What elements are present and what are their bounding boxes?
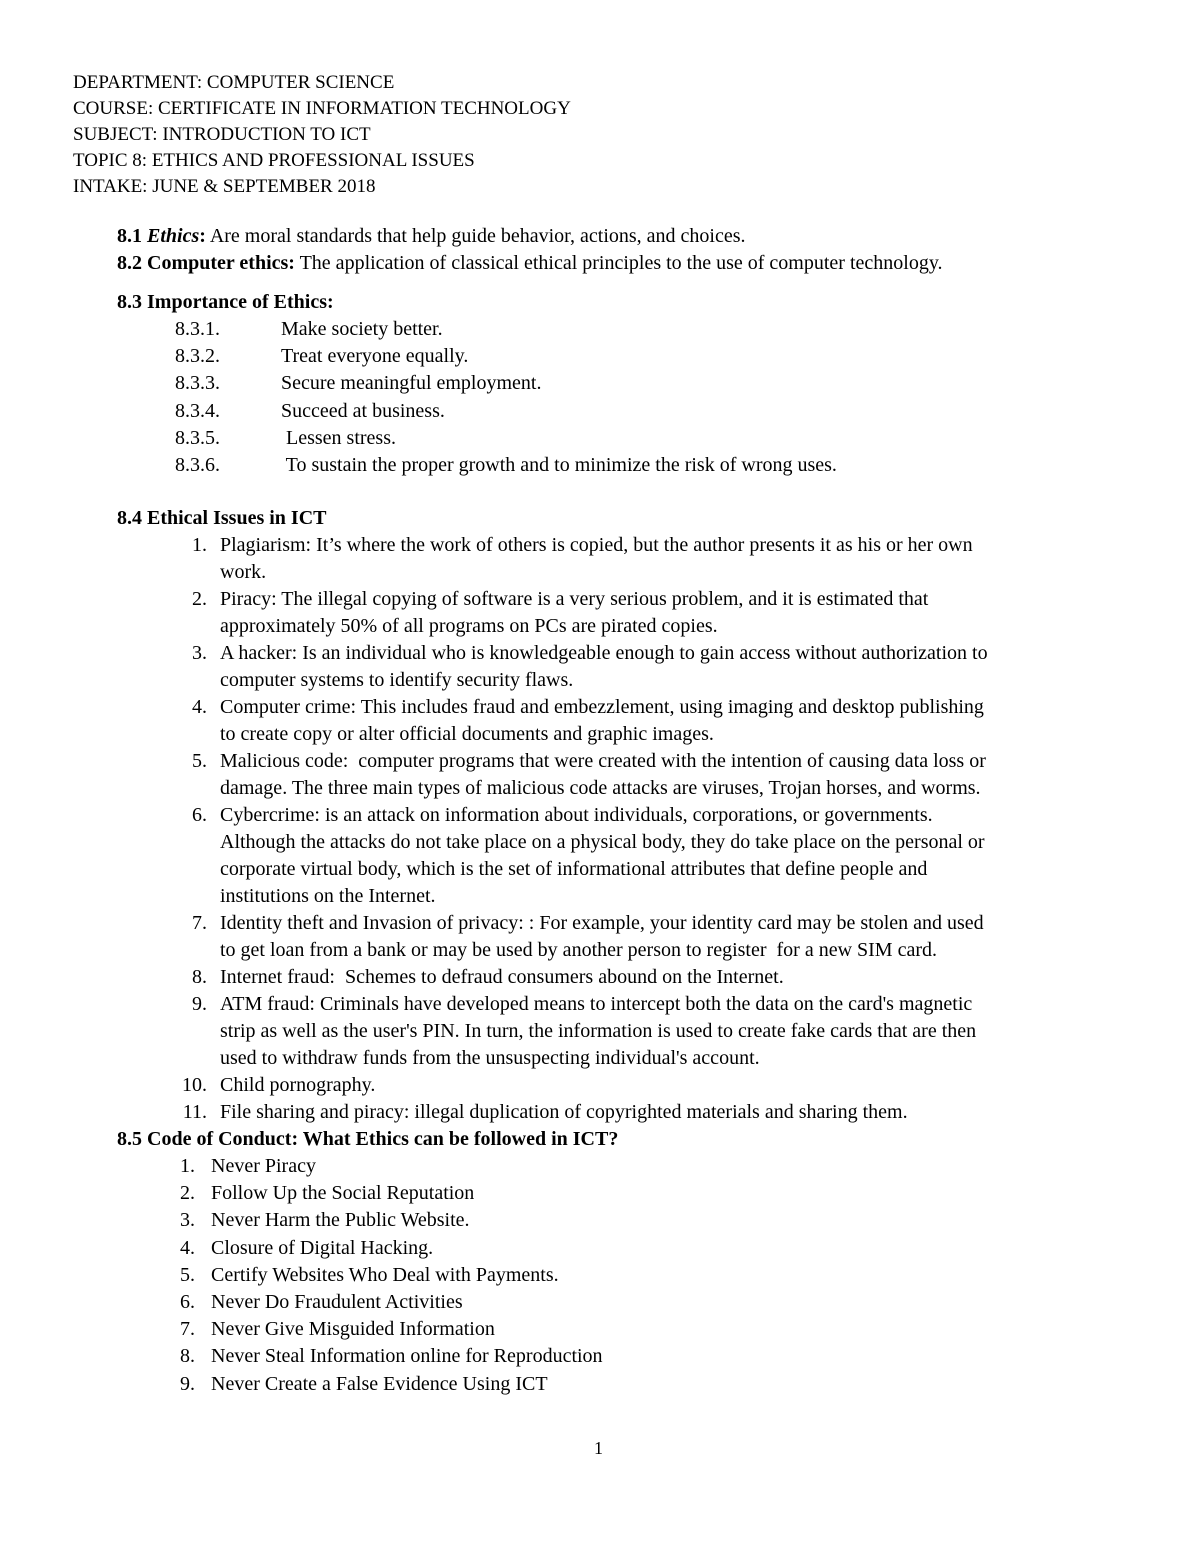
- conduct-item-text: Never Piracy: [211, 1155, 316, 1177]
- issue-item-number: 11.: [182, 1101, 207, 1123]
- conduct-item-number: 8.: [180, 1345, 195, 1367]
- header-course: COURSE: CERTIFICATE IN INFORMATION TECHNOLOGY: [73, 98, 571, 119]
- conduct-item-number: 9.: [180, 1373, 195, 1395]
- importance-item-text: Make society better.: [281, 318, 443, 340]
- issue-item-line: ATM fraud: Criminals have developed means to intercept both the data on the card's magnetic: [220, 993, 973, 1015]
- definition-computer-ethics-text: The application of classical ethical principles to the use of computer technology.: [294, 252, 943, 274]
- definition-ethics-term: Ethics: [147, 225, 200, 247]
- importance-item-number: 8.3.1.: [175, 318, 220, 340]
- issue-item-number: 1.: [192, 534, 207, 556]
- issue-item-line: Plagiarism: It’s where the work of others is copied, but the author presents it as his or her own: [220, 534, 973, 556]
- issue-item-line: A hacker: Is an individual who is knowledgeable enough to gain access without authorization to: [220, 642, 988, 664]
- conduct-item-number: 6.: [180, 1291, 195, 1313]
- header-intake: INTAKE: JUNE & SEPTEMBER 2018: [73, 176, 376, 197]
- issue-item-line: File sharing and piracy: illegal duplication of copyrighted materials and sharing them.: [220, 1101, 908, 1123]
- conduct-item-text: Never Give Misguided Information: [211, 1318, 495, 1340]
- issues-heading: 8.4 Ethical Issues in ICT: [117, 507, 327, 529]
- issue-item-line: institutions on the Internet.: [220, 885, 436, 907]
- issue-item-line: work.: [220, 561, 267, 583]
- conduct-heading: 8.5 Code of Conduct: What Ethics can be followed in ICT?: [117, 1128, 619, 1150]
- importance-item-number: 8.3.2.: [175, 345, 220, 367]
- issue-item-number: 7.: [192, 912, 207, 934]
- issue-item-line: used to withdraw funds from the unsuspecting individual's account.: [220, 1047, 760, 1069]
- importance-item-text: Treat everyone equally.: [281, 345, 469, 367]
- issue-item-number: 3.: [192, 642, 207, 664]
- importance-item-number: 8.3.4.: [175, 400, 220, 422]
- issue-item-line: approximately 50% of all programs on PCs are pirated copies.: [220, 615, 718, 637]
- definition-ethics-colon: :: [199, 225, 206, 247]
- importance-item-text: Secure meaningful employment.: [281, 372, 542, 394]
- issue-item-line: damage. The three main types of malicious code attacks are viruses, Trojan horses, and worms.: [220, 777, 981, 799]
- conduct-item-text: Never Harm the Public Website.: [211, 1209, 470, 1231]
- issue-item-line: corporate virtual body, which is the set of informational attributes that define people and: [220, 858, 928, 880]
- issue-item-line: strip as well as the user's PIN. In turn, the information is used to create fake cards that are then: [220, 1020, 977, 1042]
- issue-item-line: Cybercrime: is an attack on information about individuals, corporations, or governments.: [220, 804, 933, 826]
- importance-heading: 8.3 Importance of Ethics:: [117, 291, 334, 313]
- importance-item-number: 8.3.5.: [175, 427, 220, 449]
- conduct-item-text: Never Steal Information online for Reproduction: [211, 1345, 603, 1367]
- issue-item-line: Malicious code: computer programs that were created with the intention of causing data loss or: [220, 750, 986, 772]
- definition-computer-ethics-term: 8.2 Computer ethics:: [117, 252, 295, 274]
- issue-item-line: to get loan from a bank or may be used by another person to register for a new SIM card.: [220, 939, 938, 961]
- issue-item-line: Although the attacks do not take place on a physical body, they do take place on the personal or: [220, 831, 985, 853]
- header-department: DEPARTMENT: COMPUTER SCIENCE: [73, 72, 395, 93]
- conduct-item-number: 7.: [180, 1318, 195, 1340]
- importance-item-text: To sustain the proper growth and to minimize the risk of wrong uses.: [281, 454, 837, 476]
- issue-item-line: Piracy: The illegal copying of software is a very serious problem, and it is estimated that: [220, 588, 929, 610]
- header-subject: SUBJECT: INTRODUCTION TO ICT: [73, 124, 371, 145]
- issue-item-number: 6.: [192, 804, 207, 826]
- issue-item-line: Child pornography.: [220, 1074, 376, 1096]
- issue-item-line: Computer crime: This includes fraud and embezzlement, using imaging and desktop publishing: [220, 696, 984, 718]
- conduct-item-text: Never Do Fraudulent Activities: [211, 1291, 463, 1313]
- issue-item-number: 5.: [192, 750, 207, 772]
- definition-ethics-text: Are moral standards that help guide behavior, actions, and choices.: [205, 225, 746, 247]
- issue-item-number: 2.: [192, 588, 207, 610]
- issue-item-number: 10.: [182, 1074, 207, 1096]
- conduct-item-number: 5.: [180, 1264, 195, 1286]
- conduct-item-text: Certify Websites Who Deal with Payments.: [211, 1264, 559, 1286]
- conduct-item-number: 4.: [180, 1237, 195, 1259]
- issue-item-line: Internet fraud: Schemes to defraud consumers abound on the Internet.: [220, 966, 784, 988]
- issue-item-number: 9.: [192, 993, 207, 1015]
- issue-item-number: 4.: [192, 696, 207, 718]
- issue-item-line: Identity theft and Invasion of privacy: : For example, your identity card may be stolen and used: [220, 912, 984, 934]
- definition-ethics-number: 8.1: [117, 225, 147, 247]
- importance-item-number: 8.3.3.: [175, 372, 220, 394]
- importance-item-text: Lessen stress.: [281, 427, 396, 449]
- issue-item-number: 8.: [192, 966, 207, 988]
- conduct-item-text: Never Create a False Evidence Using ICT: [211, 1373, 548, 1395]
- issue-item-line: computer systems to identify security flaws.: [220, 669, 574, 691]
- importance-item-text: Succeed at business.: [281, 400, 445, 422]
- page-number: 1: [594, 1438, 603, 1458]
- definition-computer-ethics: [117, 250, 943, 277]
- conduct-item-number: 3.: [180, 1209, 195, 1231]
- conduct-item-text: Follow Up the Social Reputation: [211, 1182, 475, 1204]
- conduct-item-text: Closure of Digital Hacking.: [211, 1237, 434, 1259]
- issue-item-line: to create copy or alter official documents and graphic images.: [220, 723, 714, 745]
- header-topic: TOPIC 8: ETHICS AND PROFESSIONAL ISSUES: [73, 150, 475, 171]
- conduct-item-number: 2.: [180, 1182, 195, 1204]
- definition-ethics: [117, 223, 746, 250]
- conduct-item-number: 1.: [180, 1155, 195, 1177]
- importance-item-number: 8.3.6.: [175, 454, 220, 476]
